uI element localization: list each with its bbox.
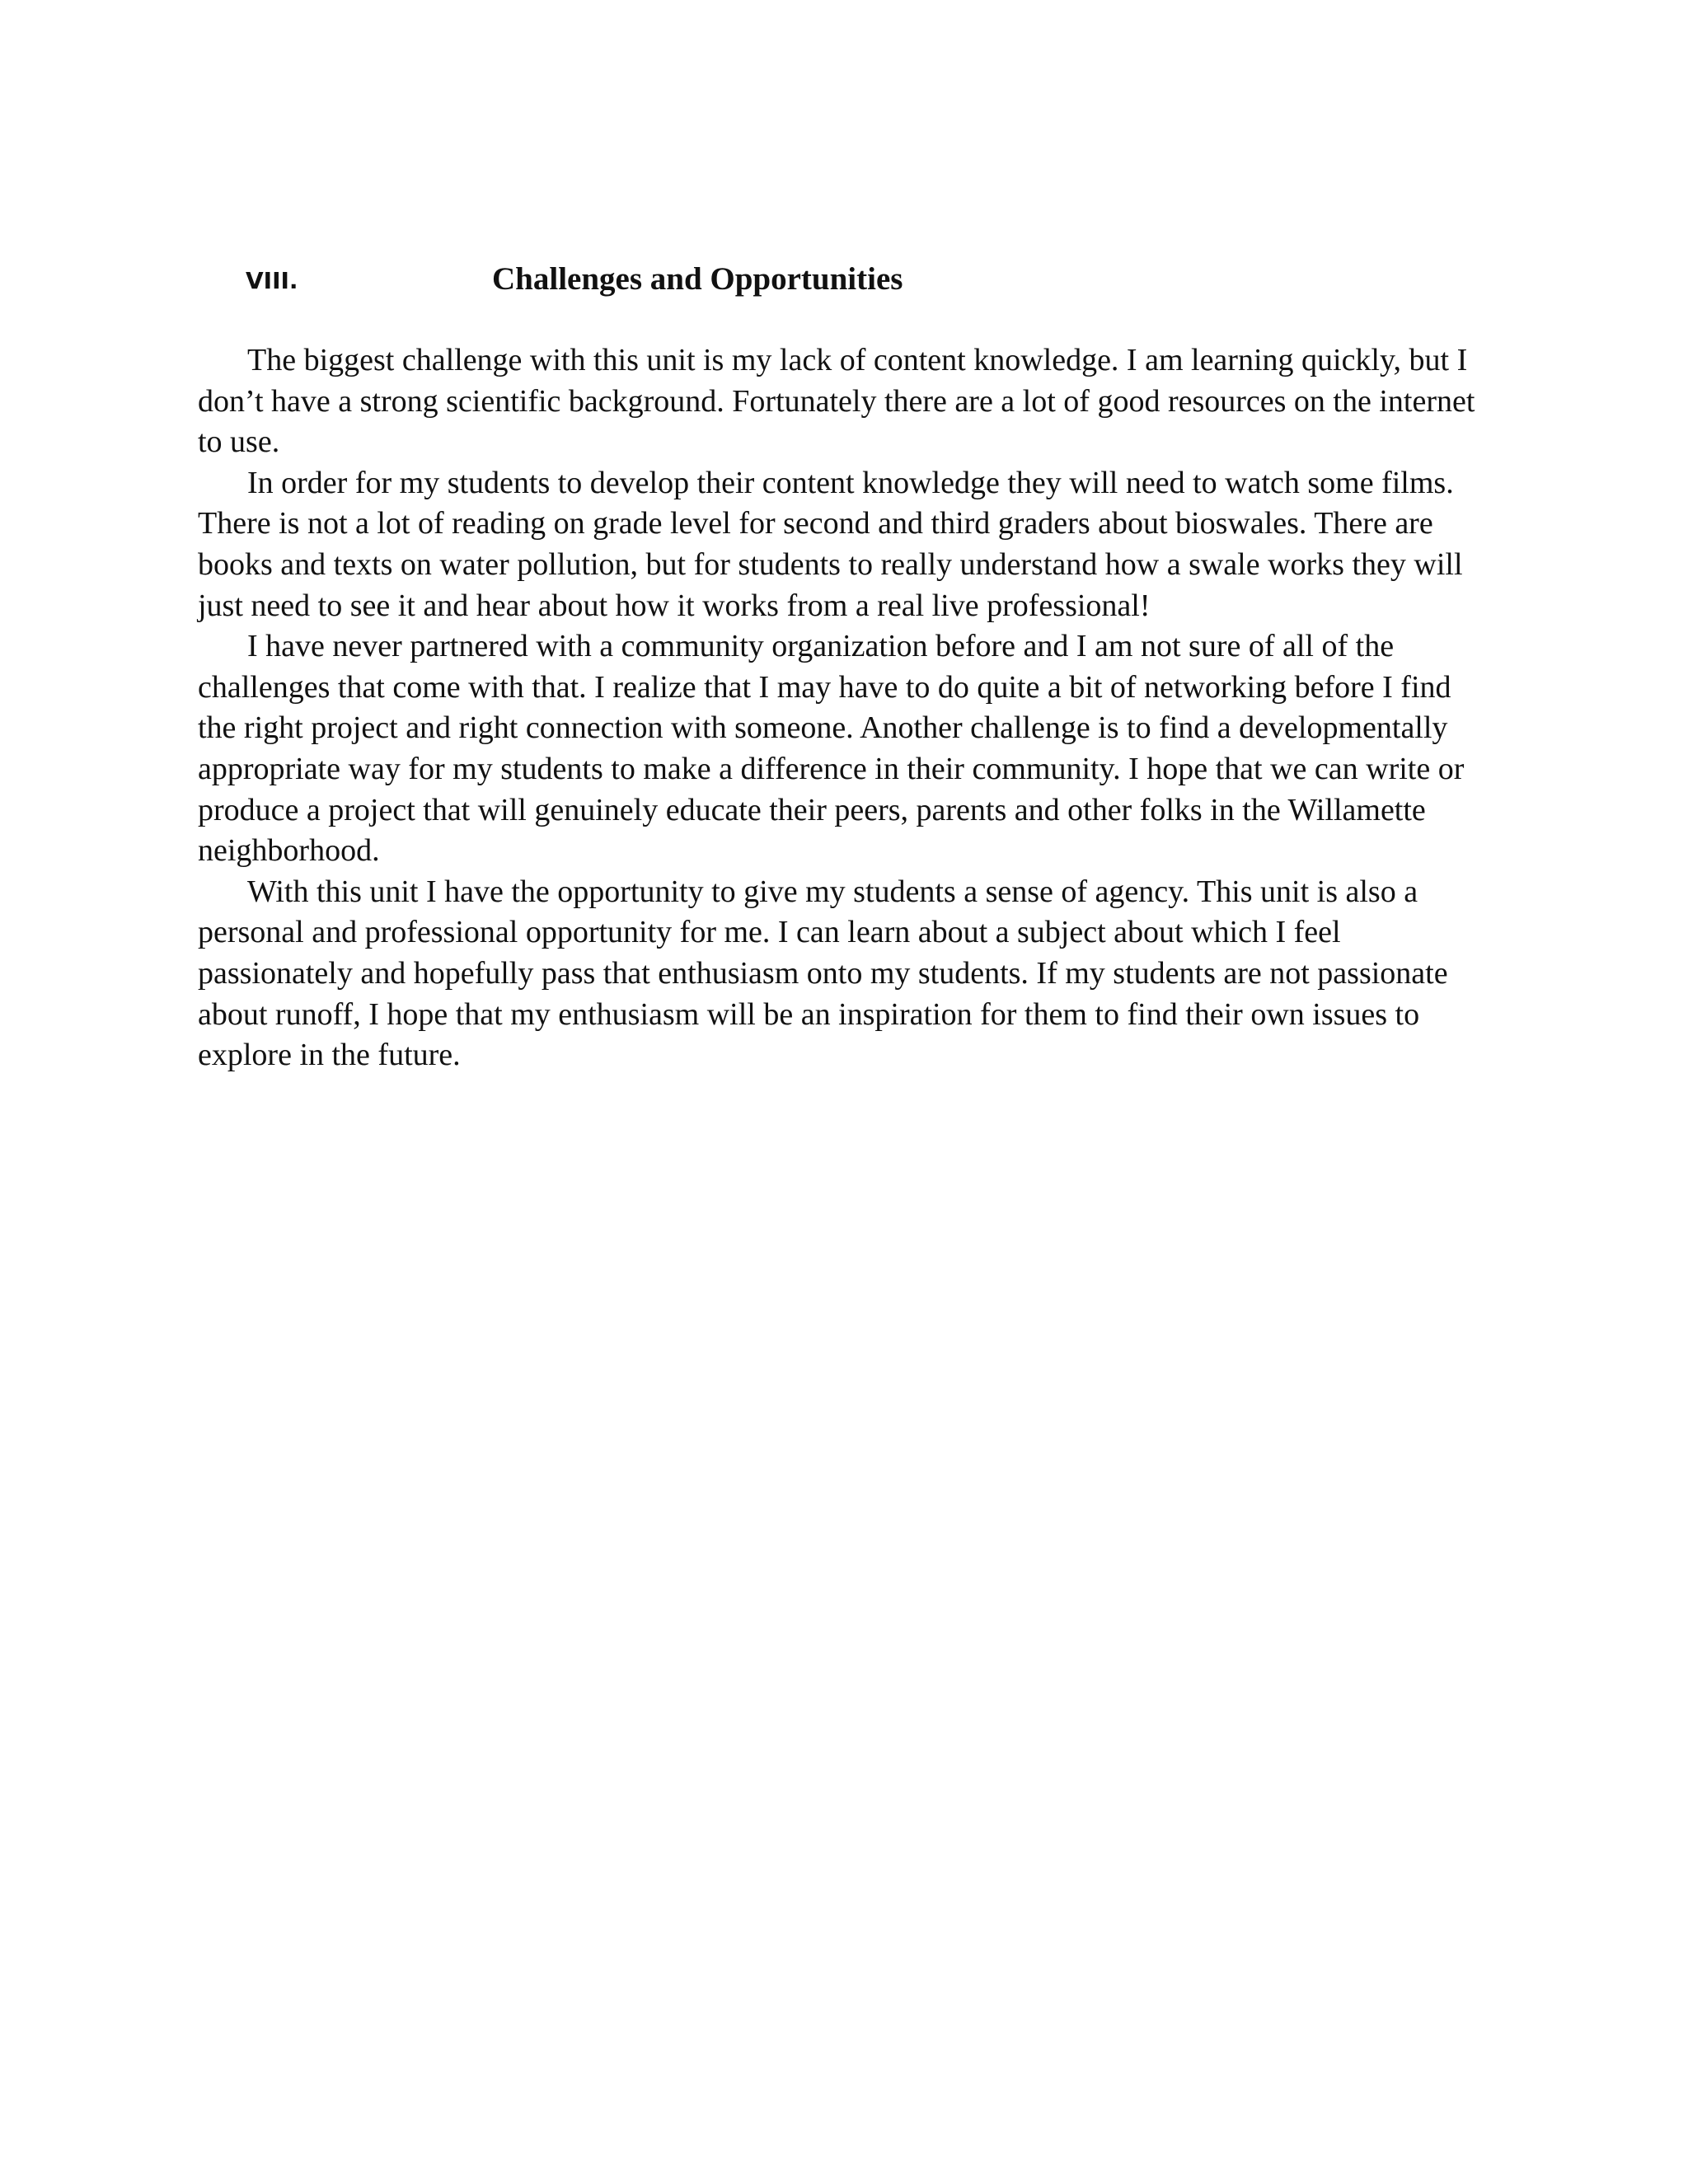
section-heading — [0, 260, 1688, 302]
paragraph-4: With this unit I have the opportunity to give my students a sense of agency. This unit is also a personal and professional opportunity for me. I can learn about a subject about which I feel passionately and hopefully pass that enthusiasm onto my students. If my students are not passionate about runoff, I hope that my enthusiasm will be an inspiration for them to find their own issues to explore in the future. — [198, 874, 1448, 1073]
section-body — [198, 340, 1484, 1076]
paragraph-2: In order for my students to develop their content knowledge they will need to watch some films. There is not a lot of reading on grade level for second and third graders about bioswales. There are books and texts on water pollution, but for students to really understand how a swale works they will just need to see it and hear about how it works from a real live professional! — [198, 465, 1463, 623]
paragraph-3: I have never partnered with a community organization before and I am not sure of all of the challenges that come with that. I realize that I may have to do quite a bit of networking before I find the right project and right connection with someone. Another challenge is to find a developmentally appropriate way for my students to make a difference in their community. I hope that we can write or produce a project that will genuinely educate their peers, parents and other folks in the Willamette neighborhood. — [198, 629, 1465, 869]
section-number: VIII. — [246, 267, 298, 294]
paragraph-1: The biggest challenge with this unit is my lack of content knowledge. I am learning quickly, but I don’t have a strong scientific background. Fortunately there are a lot of good resources on the internet to use. — [198, 343, 1475, 460]
section-title: Challenges and Opportunities — [492, 261, 903, 297]
